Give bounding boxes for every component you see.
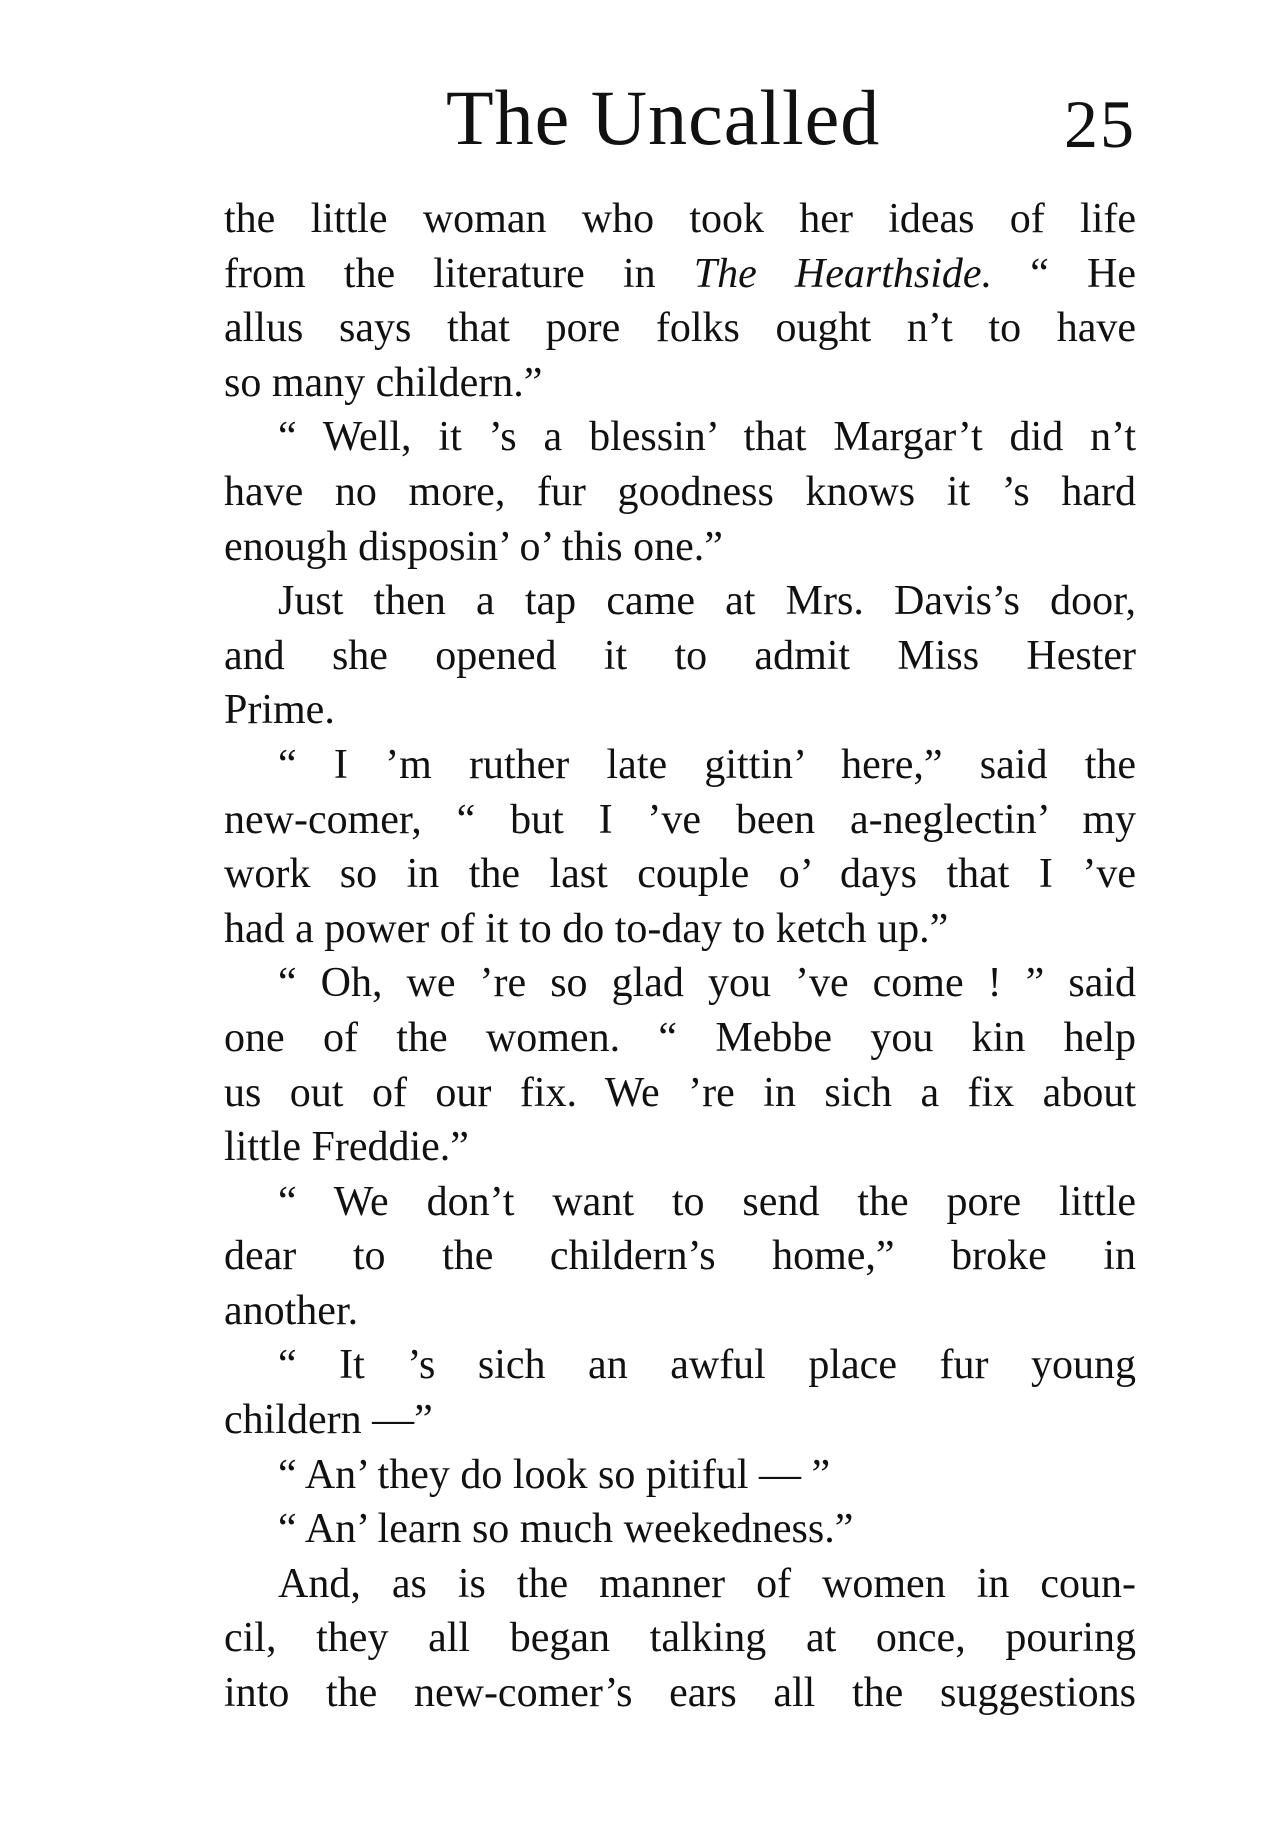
text-line: And, as is the manner of women in coun-	[278, 1560, 1136, 1607]
text-line: allus says that pore folks ought n’t to have	[224, 305, 1136, 352]
text-line: dear to the childern’s home,” broke in	[224, 1233, 1136, 1280]
text-line: so many childern.”	[224, 359, 543, 406]
running-head	[224, 68, 1136, 168]
page-number: 25	[1064, 86, 1136, 162]
text-line: Just then a tap came at Mrs. Davis’s door,	[278, 578, 1136, 625]
text-line: us out of our fix. We ’re in sich a fix about	[224, 1069, 1136, 1116]
text-line: “ An’ learn so much weekedness.”	[278, 1506, 854, 1553]
running-title: The Uncalled	[446, 74, 881, 161]
text-line: “ An’ they do look so pitiful — ”	[278, 1451, 831, 1498]
text-line: “ I ’m ruther late gittin’ here,” said the	[278, 741, 1136, 788]
text-run: from the literature in	[224, 250, 694, 297]
text-line: “ We don’t want to send the pore little	[278, 1178, 1136, 1225]
text-line: work so in the last couple o’ days that I ’ve	[224, 851, 1136, 898]
text-line: another.	[224, 1287, 359, 1334]
text-line: the little woman who took her ideas of life	[224, 196, 1136, 242]
text-line: childern —”	[224, 1397, 433, 1444]
text-line: “ Well, it ’s a blessin’ that Margar’t did n’t	[278, 414, 1136, 461]
text-line: into the new-comer’s ears all the suggestions	[224, 1670, 1136, 1717]
text-line: cil, they all began talking at once, pouring	[224, 1615, 1136, 1662]
text-line: “ It ’s sich an awful place fur young	[278, 1342, 1136, 1389]
text-line: have no more, fur goodness knows it ’s hard	[224, 468, 1136, 515]
text-line: little Freddie.”	[224, 1124, 469, 1171]
text-line: Prime.	[224, 687, 335, 734]
text-run: “ He	[992, 250, 1136, 297]
text-line: “ Oh, we ’re so glad you ’ve come ! ” said	[278, 960, 1136, 1007]
text-line: enough disposin’ o’ this one.”	[224, 523, 723, 570]
magazine-title: The Hearthside.	[693, 250, 993, 297]
text-line: and she opened it to admit Miss Hester	[224, 632, 1136, 679]
text-line: new-comer, “ but I ’ve been a-neglectin’ my	[224, 796, 1136, 843]
text-line: one of the women. “ Mebbe you kin help	[224, 1014, 1136, 1061]
body-text	[224, 192, 1136, 1721]
text-line	[224, 247, 1136, 302]
text-line: had a power of it to do to-day to ketch up.”	[224, 905, 949, 952]
